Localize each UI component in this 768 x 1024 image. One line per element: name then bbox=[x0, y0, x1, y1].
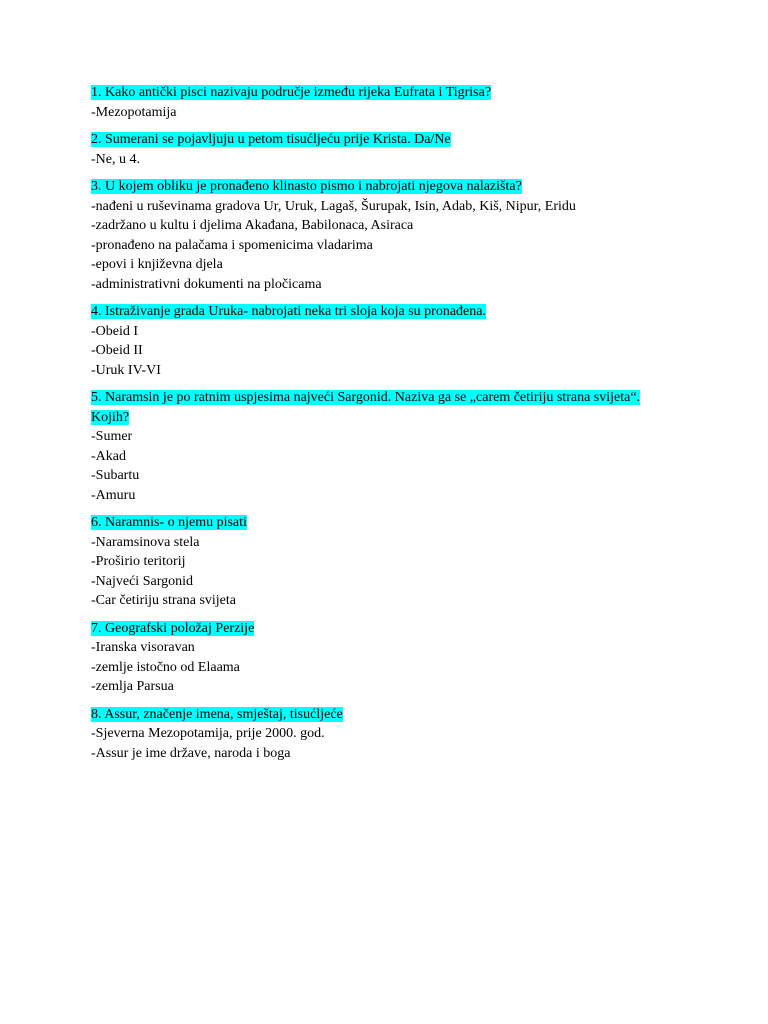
answer-line: -zadržano u kultu i djelima Akađana, Babilonaca, Asiraca bbox=[91, 218, 414, 233]
question-1: 1. Kako antički pisci nazivaju područje između rijeka Eufrata i Tigrisa? bbox=[91, 85, 492, 100]
answer-line: -administrativni dokumenti na pločicama bbox=[91, 276, 322, 292]
answer-line: -Assur je ime države, naroda i boga bbox=[91, 745, 291, 761]
answer-line: -Obeid II bbox=[91, 343, 143, 358]
qa-item-1 bbox=[91, 83, 728, 122]
answer-line: -Ne, u 4. bbox=[91, 151, 140, 167]
answer-line: -nađeni u ruševinama gradova Ur, Uruk, Lagaš, Šurupak, Isin, Adab, Kiš, Nipur, Eridu bbox=[91, 198, 576, 214]
answer-line: -Car četiriju strana svijeta bbox=[91, 593, 236, 608]
question-4: 4. Istraživanje grada Uruka- nabrojati neka tri sloja koja su pronađena. bbox=[91, 304, 486, 319]
answer-line: -Iranska visoravan bbox=[91, 640, 195, 655]
question-8: 8. Assur, značenje imena, smještaj, tisućljeće bbox=[91, 706, 343, 722]
qa-item-8 bbox=[91, 705, 728, 764]
answer-line: -Akad bbox=[91, 448, 126, 464]
answer-line: -pronađeno na palačama i spomenicima vladarima bbox=[91, 237, 373, 253]
question-3: 3. U kojem obliku je pronađeno klinasto pismo i nabrojati njegova nalazišta? bbox=[91, 179, 522, 194]
answer-line: -Mezopotamija bbox=[91, 104, 177, 120]
answer-line: -epovi i književna djela bbox=[91, 257, 223, 272]
qa-item-6 bbox=[91, 513, 728, 611]
qa-item-2 bbox=[91, 130, 728, 169]
qa-item-3 bbox=[91, 177, 728, 294]
answer-line: -Sumer bbox=[91, 429, 133, 444]
answer-line: -Naramsinova stela bbox=[91, 534, 200, 550]
answer-line: -Proširio teritorij bbox=[91, 554, 186, 569]
qa-item-4 bbox=[91, 302, 728, 380]
question-5: 5. Naramsin je po ratnim uspjesima najveći Sargonid. Naziva ga se „carem četiriju strana svijeta“. Kojih? bbox=[91, 390, 641, 425]
question-6: 6. Naramnis- o njemu pisati bbox=[91, 515, 247, 530]
answer-line: -Uruk IV-VI bbox=[91, 362, 161, 378]
answer-line: -Obeid I bbox=[91, 323, 139, 339]
answer-line: -zemlja Parsua bbox=[91, 679, 174, 694]
answer-line: -Sjeverna Mezopotamija, prije 2000. god. bbox=[91, 726, 325, 741]
answer-line: -Najveći Sargonid bbox=[91, 573, 193, 589]
question-2: 2. Sumerani se pojavljuju u petom tisućljeću prije Krista. Da/Ne bbox=[91, 132, 451, 147]
qa-item-7 bbox=[91, 619, 728, 697]
qa-item-5 bbox=[91, 388, 728, 505]
answer-line: -zemlje istočno od Elaama bbox=[91, 659, 240, 675]
answer-line: -Amuru bbox=[91, 487, 136, 503]
answer-line: -Subartu bbox=[91, 468, 140, 483]
question-7: 7. Geografski položaj Perzije bbox=[91, 620, 255, 636]
